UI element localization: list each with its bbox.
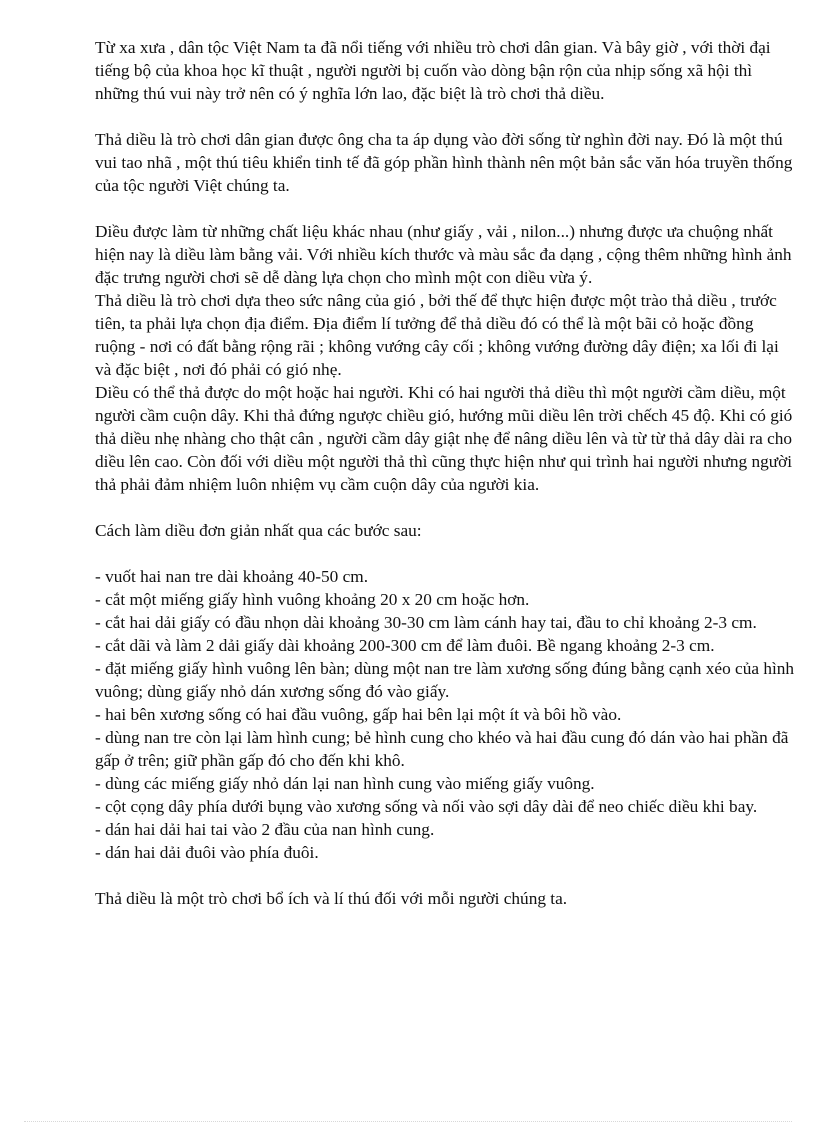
steps-heading: Cách làm diều đơn giản nhất qua các bước sau:	[95, 521, 422, 540]
intro-paragraph: Từ xa xưa , dân tộc Việt Nam ta đã nổi tiếng với nhiều trò chơi dân gian. Và bây giờ , với thời đại tiếng bộ của khoa học kĩ thuật , người người bị cuốn vào dòng bận rộn của nhịp sống xã hội thì những thú vui này trở nên có ý nghĩa lớn lao, đặc biệt là trò chơi thả diều.	[95, 38, 771, 103]
closing-paragraph: Thả diều là một trò chơi bổ ích và lí thú đối với mỗi người chúng ta.	[95, 889, 568, 908]
list-item: - dán hai dải đuôi vào phía đuôi.	[95, 843, 319, 862]
paragraph-gap	[95, 197, 795, 220]
list-item: - cắt một miếng giấy hình vuông khoảng 20 x 20 cm hoặc hơn.	[95, 590, 530, 609]
paragraph-gap	[95, 105, 795, 128]
list-item: - hai bên xương sống có hai đầu vuông, gấp hai bên lại một ít và bôi hồ vào.	[95, 705, 622, 724]
list-item: - dán hai dải hai tai vào 2 đầu của nan hình cung.	[95, 820, 435, 839]
list-item: - cắt dãi và làm 2 dải giấy dài khoảng 200-300 cm để làm đuôi. Bề ngang khoảng 2-3 cm.	[95, 636, 715, 655]
tradition-paragraph: Thả diều là trò chơi dân gian được ông cha ta áp dụng vào đời sống từ nghìn đời nay. Đó là một thú vui tao nhã , một thú tiêu khiển tinh tế đã góp phần hình thành nên một bản sắc văn hóa truyền thống của tộc người Việt chúng ta.	[95, 130, 793, 195]
page-bottom-rule	[24, 1121, 792, 1122]
paragraph-gap	[95, 496, 795, 519]
list-item: - cắt hai dải giấy có đầu nhọn dài khoảng 30-30 cm làm cánh hay tai, đầu to chỉ khoảng 2-3 cm.	[95, 613, 757, 632]
materials-paragraph: Diều được làm từ những chất liệu khác nhau (như giấy , vải , nilon...) nhưng được ưa chuộng nhất hiện nay là diều làm bằng vải. Với nhiều kích thước và màu sắc đa dạng , cộng thêm những hình ảnh đặc trưng người chơi sẽ dễ dàng lựa chọn cho mình một con diều vừa ý.	[95, 222, 792, 287]
paragraph-gap	[95, 542, 795, 565]
document-body	[95, 36, 795, 910]
list-item: - vuốt hai nan tre dài khoảng 40-50 cm.	[95, 567, 369, 586]
location-paragraph: Thả diều là trò chơi dựa theo sức nâng của gió , bởi thế để thực hiện được một trào thả diều , trước tiên, ta phải lựa chọn địa điểm. Địa điểm lí tưởng để thả diều đó có thể là một bãi cỏ hoặc đồng ruộng - nơi có đất bằng rộng rãi ; không vướng cây cối ; không vướng đường dây điện; xa lối đi lại và đặc biệt , nơi đó phải có gió nhẹ.	[95, 291, 779, 379]
steps-list	[95, 565, 795, 864]
paragraph-gap	[95, 864, 795, 887]
list-item: - cột cọng dây phía dưới bụng vào xương sống và nối vào sợi dây dài để neo chiếc diều khi bay.	[95, 797, 758, 816]
how-to-fly-paragraph: Diều có thể thả được do một hoặc hai người. Khi có hai người thả diều thì một người cầm diều, một người cầm cuộn dây. Khi thả đứng ngược chiều gió, hướng mũi diều lên trời chếch 45 độ. Khi có gió thả diều nhẹ nhàng cho thật cân , người cầm dây giật nhẹ để nâng diều lên và từ từ thả dây dài ra cho diều lên cao. Còn đối với diều một người thả thì cũng thực hiện như qui trình hai người nhưng người thả phải đảm nhiệm luôn nhiệm vụ cầm cuộn dây của người kia.	[95, 383, 793, 494]
list-item: - dùng nan tre còn lại làm hình cung; bẻ hình cung cho khéo và hai đầu cung đó dán vào hai phần đã gấp ở trên; giữ phần gấp đó cho đến khi khô.	[95, 728, 789, 770]
list-item: - đặt miếng giấy hình vuông lên bàn; dùng một nan tre làm xương sống đúng bằng cạnh xéo của hình vuông; dùng giấy nhỏ dán xương sống đó vào giấy.	[95, 659, 795, 701]
list-item: - dùng các miếng giấy nhỏ dán lại nan hình cung vào miếng giấy vuông.	[95, 774, 595, 793]
